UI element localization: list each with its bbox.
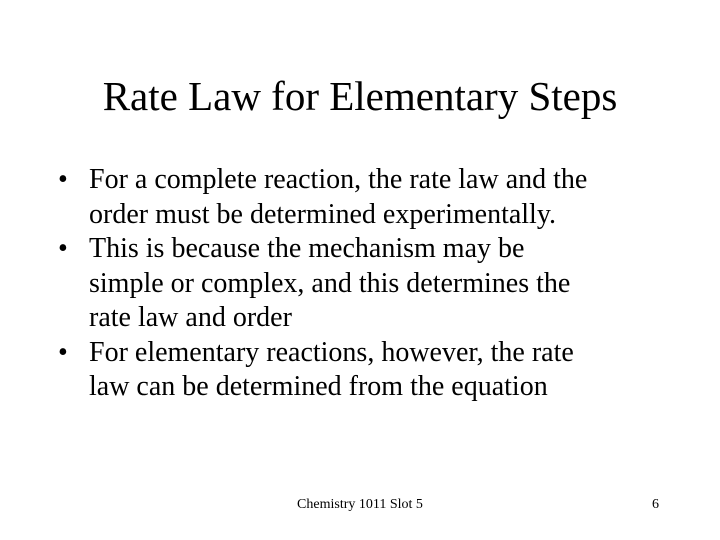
slide-page-number: 6: [652, 497, 659, 512]
bullet-text-line: law can be determined from the equation: [89, 371, 548, 402]
bullet-list: [58, 163, 678, 405]
bullet-icon: •: [58, 336, 68, 368]
bullet-icon: •: [58, 233, 68, 264]
bullet-text-line: For a complete reaction, the rate law and the: [89, 164, 588, 195]
bullet-item: [58, 163, 678, 232]
slide-title: Rate Law for Elementary Steps: [102, 73, 618, 119]
bullet-text-line: For elementary reactions, however, the rate: [89, 336, 574, 368]
slide-footer: Chemistry 1011 Slot 5: [297, 497, 423, 512]
bullet-icon: •: [58, 164, 68, 195]
bullet-text-line: simple or complex, and this determines the: [89, 267, 571, 299]
bullet-item: [58, 336, 678, 405]
bullet-text-line: This is because the mechanism may be: [89, 233, 525, 264]
bullet-text-line: order must be determined experimentally.: [89, 198, 557, 230]
bullet-item: [58, 232, 678, 336]
bullet-text-line: rate law and order: [89, 302, 292, 333]
